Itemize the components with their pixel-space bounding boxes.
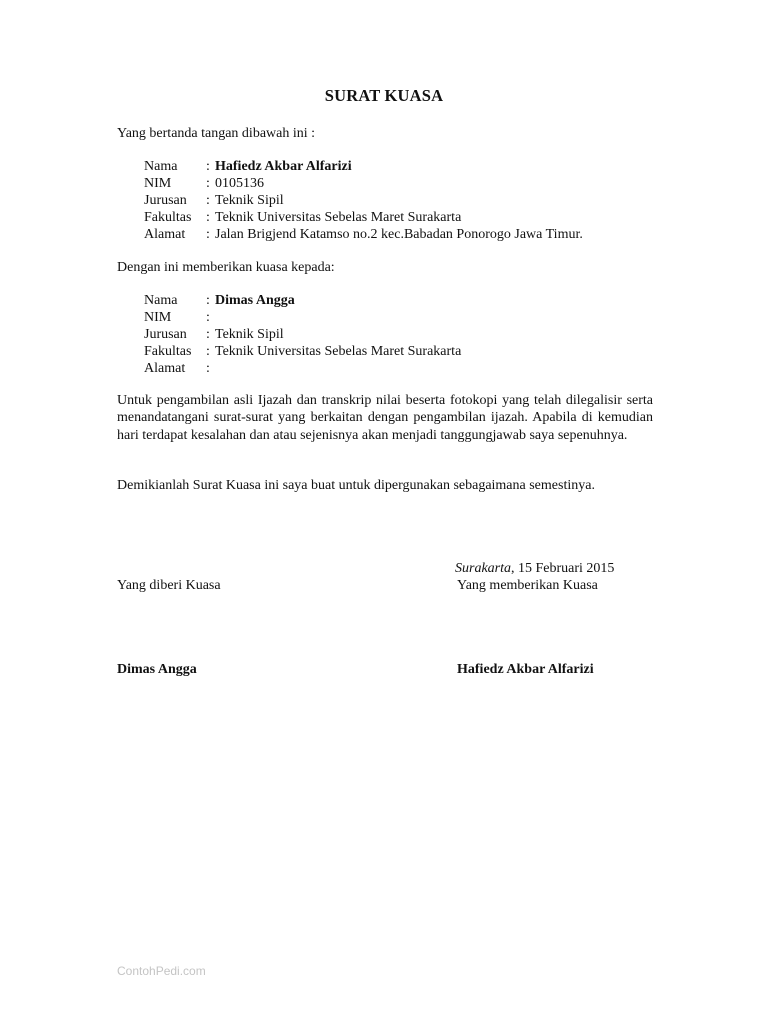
closing-paragraph: Demikianlah Surat Kuasa ini saya buat untuk dipergunakan sebagaimana semestinya. — [117, 478, 595, 493]
grantee-row-alamat — [144, 360, 461, 377]
grantor-row-nim — [144, 175, 583, 192]
grantor-row-fakultas — [144, 209, 583, 226]
field-label: NIM — [144, 176, 172, 191]
watermark: ContohPedi.com — [117, 964, 206, 978]
place: Surakarta — [455, 561, 511, 576]
field-separator: : — [206, 193, 210, 208]
field-separator: : — [206, 344, 210, 359]
field-separator: : — [206, 159, 210, 174]
grant-intro-text: Dengan ini memberikan kuasa kepada: — [117, 260, 335, 275]
field-label: Jurusan — [144, 327, 187, 342]
grantee-row-fakultas — [144, 343, 461, 360]
grantee-row-nim — [144, 309, 461, 326]
grantor-row-nama — [144, 158, 583, 175]
field-label: Jurusan — [144, 193, 187, 208]
field-value: Hafiedz Akbar Alfarizi — [215, 159, 352, 174]
field-label: Fakultas — [144, 344, 192, 359]
field-value: Teknik Sipil — [215, 193, 284, 208]
field-value: 0105136 — [215, 176, 264, 191]
field-label: NIM — [144, 310, 172, 325]
date: , 15 Februari 2015 — [511, 561, 615, 576]
field-separator: : — [206, 361, 210, 376]
place-date — [455, 560, 614, 577]
field-separator: : — [206, 176, 210, 191]
field-separator: : — [206, 293, 210, 308]
grantor-row-jurusan — [144, 192, 583, 209]
field-label: Alamat — [144, 227, 186, 242]
field-separator: : — [206, 210, 210, 225]
grantor-row-alamat — [144, 226, 583, 243]
field-label: Alamat — [144, 361, 186, 376]
grantee-fields — [144, 292, 461, 377]
intro-text: Yang bertanda tangan dibawah ini : — [117, 126, 316, 141]
field-value: Teknik Universitas Sebelas Maret Surakarta — [215, 210, 462, 225]
grantee-row-jurusan — [144, 326, 461, 343]
field-separator: : — [206, 310, 210, 325]
right-signatory-name: Hafiedz Akbar Alfarizi — [457, 662, 594, 677]
left-signature-caption: Yang diberi Kuasa — [117, 578, 221, 593]
field-label: Nama — [144, 293, 178, 308]
grantee-row-nama — [144, 292, 461, 309]
field-label: Nama — [144, 159, 178, 174]
left-signatory-name: Dimas Angga — [117, 662, 197, 677]
field-separator: : — [206, 327, 210, 342]
field-value: Teknik Universitas Sebelas Maret Surakarta — [215, 344, 462, 359]
field-value: Dimas Angga — [215, 293, 295, 308]
field-value: Jalan Brigjend Katamso no.2 kec.Babadan Ponorogo Jawa Timur. — [215, 227, 583, 242]
grantor-fields — [144, 158, 583, 243]
field-separator: : — [206, 227, 210, 242]
field-value: Teknik Sipil — [215, 327, 284, 342]
right-signature-caption: Yang memberikan Kuasa — [457, 578, 598, 593]
field-label: Fakultas — [144, 210, 192, 225]
purpose-paragraph: Untuk pengambilan asli Ijazah dan transkrip nilai beserta fotokopi yang telah dilegalisir serta menandatangani surat-surat yang berkaitan dengan pengambilan ijazah. Apabila di kemudian hari terdapat kesalahan dan atau sejenisnya akan menjadi tanggungjawab saya sepenuhnya. — [117, 393, 653, 443]
document-title: SURAT KUASA — [324, 86, 444, 105]
